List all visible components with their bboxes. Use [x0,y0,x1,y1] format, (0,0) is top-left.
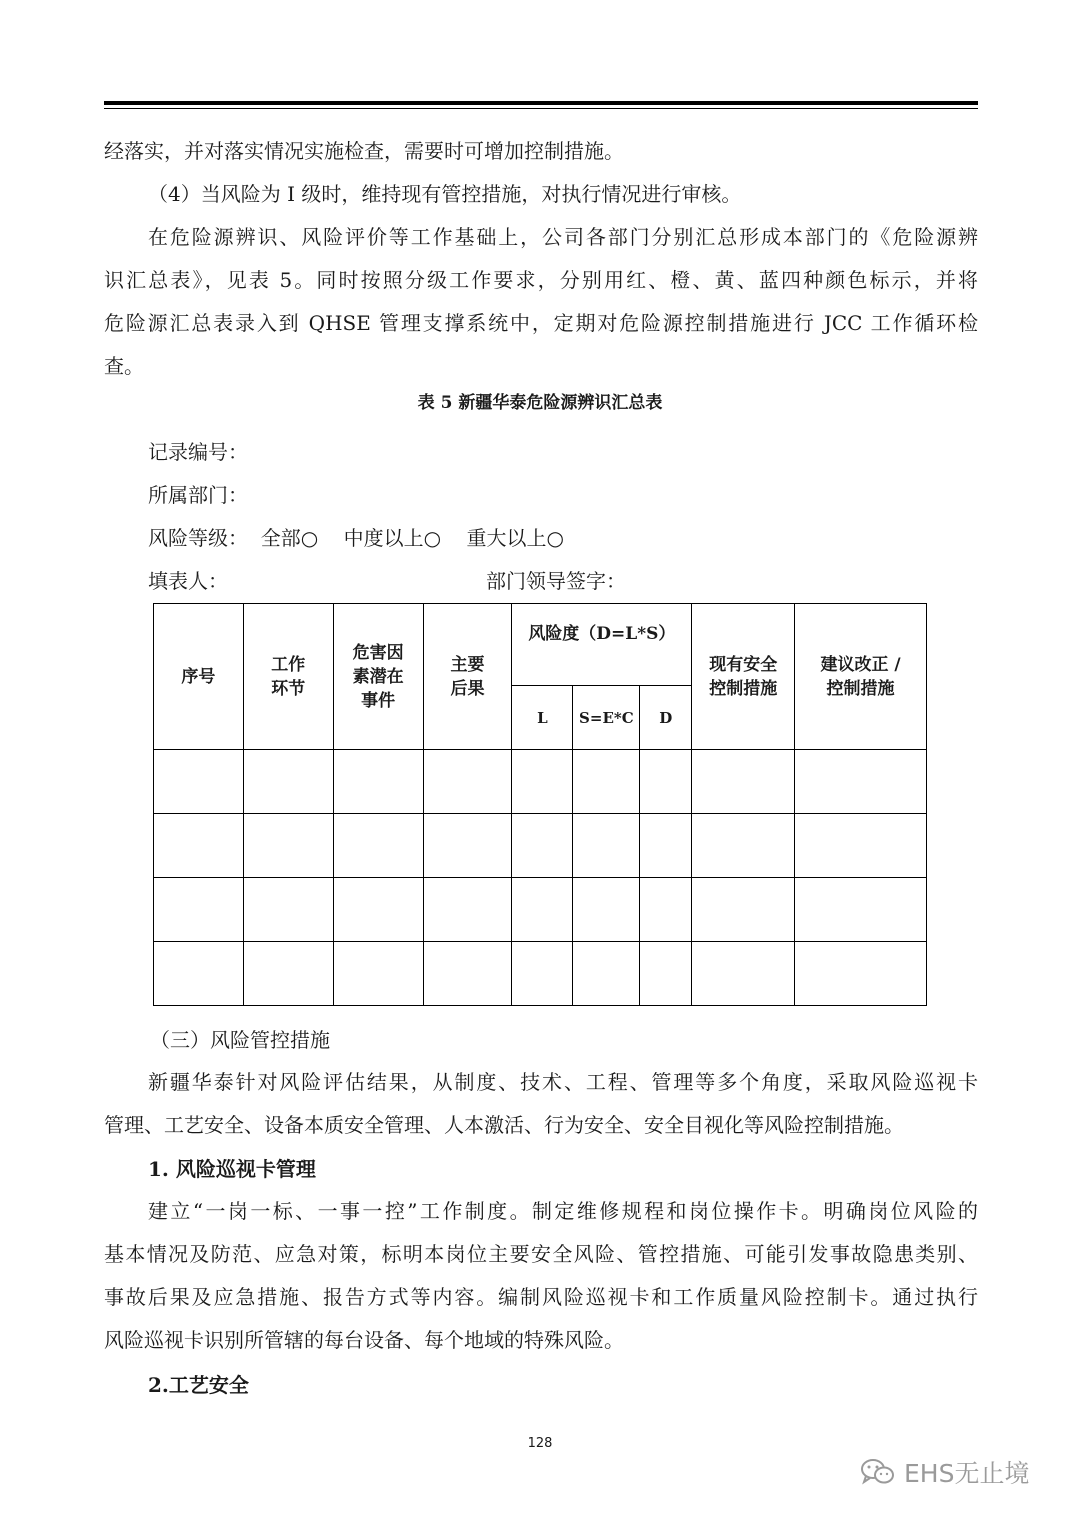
paragraph-line: 风险巡视卡识别所管辖的每台设备、每个地域的特殊风险。 [104,1328,624,1352]
table-cell [243,750,333,814]
table-cell [692,814,795,878]
table-cell [640,878,692,942]
table-row [154,942,927,1006]
watermark [860,1452,1029,1492]
table-cell [692,942,795,1006]
table-row [154,814,927,878]
paragraph-line: （4）当风险为 I 级时，维持现有管控措施，对执行情况进行审核。 [148,182,742,206]
table-cell [640,750,692,814]
table-cell [795,750,927,814]
paragraph-line: 在危险源辨识、风险评价等工作基础上，公司各部门分别汇总形成本部门的《危险源辨 [148,225,978,249]
header-work-link: 工作 环节 [243,604,333,750]
header-hazard: 危害因 素潜在 事件 [333,604,423,750]
table-cell [512,814,573,878]
watermark-text: EHS无止境 [904,1459,1030,1488]
subsection-heading: 2.工艺安全 [148,1373,249,1397]
table-cell [243,942,333,1006]
table-cell [423,942,512,1006]
risk-level-options: 风险等级： 全部○ 中度以上○ 重大以上○ [148,526,564,550]
table-cell [423,814,512,878]
table-cell [243,814,333,878]
table-cell [423,750,512,814]
leader-signature-label: 部门领导签字： [486,569,626,593]
table-cell [154,942,244,1006]
wechat-icon [860,1457,896,1487]
table-cell [333,814,423,878]
paragraph-line: 建立“一岗一标、一事一控”工作制度。制定维修规程和岗位操作卡。明确岗位风险的 [148,1199,978,1223]
table-cell [573,750,640,814]
table-cell [573,814,640,878]
section-heading: （三）风险管控措施 [150,1028,330,1052]
table-cell [333,878,423,942]
paragraph-line: 事故后果及应急措施、报告方式等内容。编制风险巡视卡和工作质量风险控制卡。通过执行 [104,1285,978,1309]
table-cell [154,814,244,878]
header-suggested-measures: 建议改正 / 控制措施 [795,604,927,750]
record-number-label: 记录编号： [148,440,248,464]
table-header-row [154,604,927,686]
subheader-d: D [640,686,692,750]
table-caption: 表 5 新疆华泰危险源辨识汇总表 [417,393,663,413]
paragraph-line: 管理、工艺安全、设备本质安全管理、人本激活、行为安全、安全目视化等风险控制措施。 [104,1113,904,1137]
header-risk-degree: 风险度（D=L*S） [512,604,692,686]
header-existing-measures: 现有安全 控制措施 [692,604,795,750]
header-rule-thin [104,108,978,109]
paragraph-line: 基本情况及防范、应急对策，标明本岗位主要安全风险、管控措施、可能引发事故隐患类别、 [104,1242,978,1266]
hazard-summary-table [153,603,927,1006]
header-consequence: 主要 后果 [423,604,512,750]
table-cell [423,878,512,942]
table-cell [333,942,423,1006]
subheader-l: L [512,686,573,750]
subheader-s: S=E*C [573,686,640,750]
table-cell [640,814,692,878]
department-label: 所属部门： [148,483,248,507]
table-cell [640,942,692,1006]
table-cell [795,878,927,942]
header-seq: 序号 [154,604,244,750]
table-row [154,878,927,942]
paragraph-line: 经落实，并对落实情况实施检查，需要时可增加控制措施。 [104,139,624,163]
table-row [154,750,927,814]
table-cell [512,878,573,942]
filler-label: 填表人： [148,569,228,593]
table-cell [795,942,927,1006]
table-cell [692,878,795,942]
table-cell [795,814,927,878]
table-cell [154,878,244,942]
table-cell [333,750,423,814]
table-cell [243,878,333,942]
subsection-heading: 1. 风险巡视卡管理 [148,1157,316,1181]
paragraph-line: 识汇总表》，见表 5。同时按照分级工作要求，分别用红、橙、黄、蓝四种颜色标示，并将 [104,268,978,292]
page-number: 128 [527,1436,553,1451]
table-cell [512,750,573,814]
paragraph-line: 查。 [104,354,144,378]
paragraph-line: 危险源汇总表录入到 QHSE 管理支撑系统中，定期对危险源控制措施进行 JCC 工作循环检 [104,311,978,335]
table-cell [154,750,244,814]
table-cell [512,942,573,1006]
table-cell [692,750,795,814]
header-rule-thick [104,101,978,105]
table-cell [573,878,640,942]
table-cell [573,942,640,1006]
paragraph-line: 新疆华泰针对风险评估结果，从制度、技术、工程、管理等多个角度，采取风险巡视卡 [148,1070,978,1094]
